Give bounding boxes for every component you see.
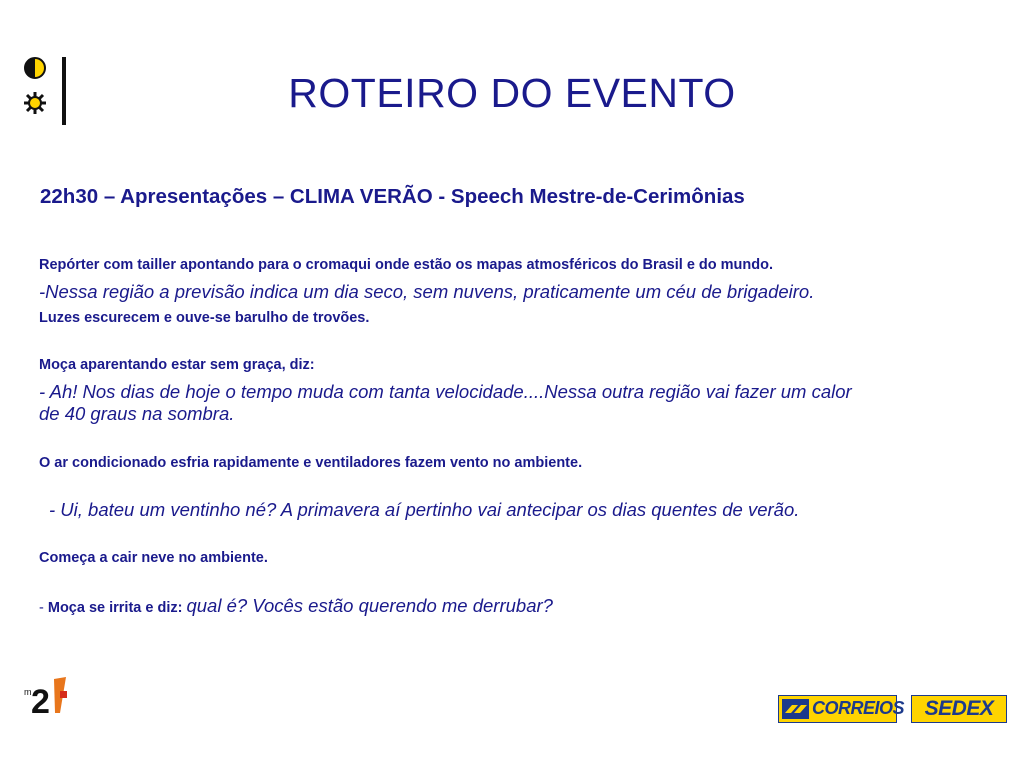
stage-direction-thunder: Luzes escurecem e ouve-se barulho de trovões. — [39, 310, 370, 326]
final-direction: Moça se irrita e diz: — [47, 600, 187, 616]
sedex-logo-text: SEDEX — [924, 697, 994, 720]
final-dash: - — [39, 600, 48, 616]
correios-logo — [778, 695, 905, 723]
correios-mark-icon — [782, 699, 809, 719]
stage-direction-girl: Moça aparentando estar sem graça, diz: — [39, 357, 315, 373]
svg-text:2: 2 — [31, 683, 50, 719]
stage-direction-reporter: Repórter com tailler apontando para o cromaqui onde estão os mapas atmosféricos do Brasil e do mundo. — [39, 257, 774, 273]
sedex-logo — [911, 695, 1007, 723]
stage-direction-snow: Começa a cair neve no ambiente. — [39, 550, 268, 566]
dialogue-line-heat-cont: de 40 graus na sombra. — [39, 403, 235, 424]
svg-text:m: m — [24, 687, 32, 697]
dialogue-line-heat: - Ah! Nos dias de hoje o tempo muda com tanta velocidade....Nessa outra região vai fazer um calor — [39, 381, 852, 402]
stage-direction-air: O ar condicionado esfria rapidamente e ventiladores fazem vento no ambiente. — [39, 455, 583, 471]
final-speech: qual é? Vocês estão querendo me derrubar? — [186, 595, 553, 616]
slide-subtitle: 22h30 – Apresentações – CLIMA VERÃO - Speech Mestre-de-Cerimônias — [40, 185, 745, 208]
correios-logo-text: CORREIOS — [812, 698, 905, 718]
dialogue-line-final — [39, 595, 553, 617]
dialogue-line-forecast: -Nessa região a previsão indica um dia seco, sem nuvens, praticamente um céu de brigadeiro. — [39, 281, 815, 302]
dialogue-line-breeze: - Ui, bateu um ventinho né? A primavera aí pertinho vai antecipar os dias quentes de verão. — [49, 499, 800, 520]
m21-logo-icon — [22, 673, 74, 719]
slide-title: ROTEIRO DO EVENTO — [288, 70, 736, 116]
